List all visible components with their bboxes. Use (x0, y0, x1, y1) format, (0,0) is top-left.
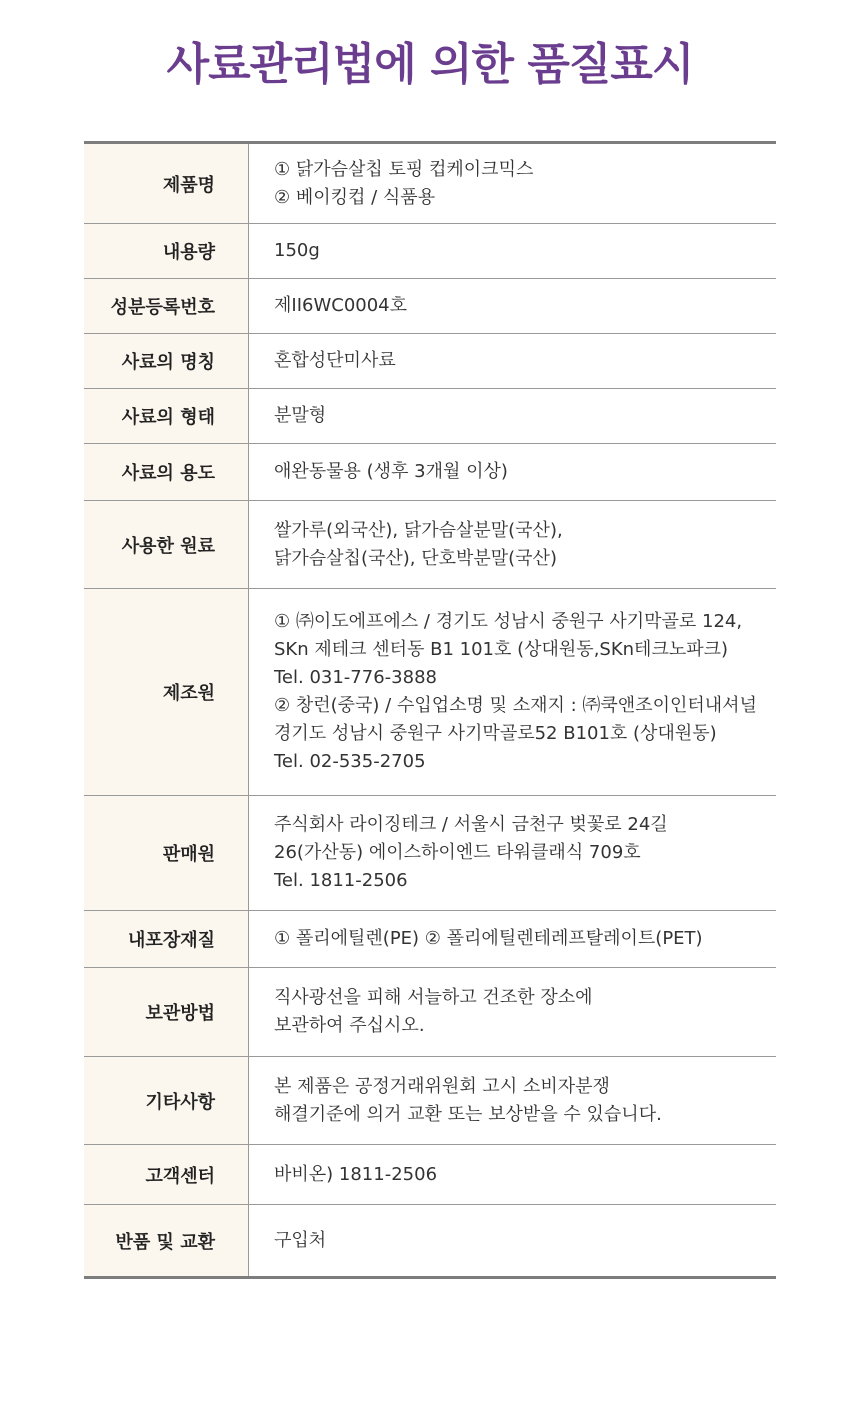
value-line: 분말형 (274, 405, 327, 426)
value-line: 주식회사 라이징테크 / 서울시 금천구 벚꽃로 24길 (274, 814, 668, 835)
value-line: ② 베이킹컵 / 식품용 (274, 186, 436, 208)
value-line: 직사광선을 피해 서늘하고 건조한 장소에 (274, 987, 593, 1008)
value-line: 혼합성단미사료 (274, 350, 396, 371)
row-value (249, 444, 776, 500)
table-row (84, 1205, 776, 1276)
row-value (249, 501, 776, 588)
row-value (249, 144, 776, 223)
value-line: Tel. 1811-2506 (274, 870, 408, 891)
value-line: 닭가슴살칩(국산), 단호박분말(국산) (274, 547, 557, 569)
table-row (84, 1057, 776, 1145)
row-value (249, 1145, 776, 1204)
table-row (84, 589, 776, 796)
value-line: 구입처 (274, 1229, 327, 1251)
row-value (249, 589, 776, 795)
row-value (249, 1205, 776, 1276)
value-line: 제II6WC0004호 (274, 295, 408, 316)
quality-info-table (84, 141, 776, 1279)
value-line: 애완동물용 (생후 3개월 이상) (274, 461, 508, 482)
row-label: 사료의 용도 (84, 444, 249, 500)
table-row (84, 334, 776, 389)
row-value (249, 1057, 776, 1144)
table-row (84, 444, 776, 501)
value-line: Tel. 02-535-2705 (274, 751, 426, 772)
row-value (249, 334, 776, 388)
row-label: 내포장재질 (84, 911, 249, 967)
value-line: ② 창런(중국) / 수입업소명 및 소재지 : ㈜쿡앤조이인터내셔널 (274, 695, 757, 716)
value-line: 경기도 성남시 중원구 사기막골로52 B101호 (상대원동) (274, 723, 717, 744)
table-row (84, 1145, 776, 1205)
row-label: 성분등록번호 (84, 279, 249, 333)
row-label: 사용한 원료 (84, 501, 249, 588)
row-label: 기타사항 (84, 1057, 249, 1144)
table-row (84, 279, 776, 334)
value-line: 해결기준에 의거 교환 또는 보상받을 수 있습니다. (274, 1103, 662, 1125)
value-line: ① 폴리에틸렌(PE) ② 폴리에틸렌테레프탈레이트(PET) (274, 928, 703, 949)
value-line: 150g (274, 240, 320, 261)
page-title: 사료관리법에 의한 품질표시 (166, 39, 694, 90)
value-line: ① ㈜이도에프에스 / 경기도 성남시 중원구 사기막골로 124, (274, 611, 743, 632)
row-value (249, 389, 776, 443)
row-value (249, 796, 776, 910)
row-label: 판매원 (84, 796, 249, 910)
value-line: 바비온) 1811-2506 (274, 1163, 438, 1185)
row-value (249, 279, 776, 333)
table-row (84, 389, 776, 444)
row-label: 고객센터 (84, 1145, 249, 1204)
value-line: 쌀가루(외국산), 닭가슴살분말(국산), (274, 519, 563, 541)
row-label: 제품명 (84, 144, 249, 223)
row-label: 내용량 (84, 224, 249, 278)
table-row (84, 796, 776, 911)
value-line: 본 제품은 공정거래위원회 고시 소비자분쟁 (274, 1075, 610, 1097)
value-line: 보관하여 주십시오. (274, 1015, 425, 1036)
value-line: SKn 제테크 센터동 B1 101호 (상대원동,SKn테크노파크) (274, 639, 729, 660)
row-value (249, 911, 776, 967)
table-row (84, 501, 776, 589)
value-line: 26(가산동) 에이스하이엔드 타워클래식 709호 (274, 842, 641, 863)
row-label: 사료의 형태 (84, 389, 249, 443)
table-row (84, 144, 776, 224)
row-label: 반품 및 교환 (84, 1205, 249, 1276)
row-value (249, 968, 776, 1056)
row-value (249, 224, 776, 278)
table-row (84, 224, 776, 279)
row-label: 보관방법 (84, 968, 249, 1056)
row-label: 사료의 명칭 (84, 334, 249, 388)
table-row (84, 911, 776, 968)
row-label: 제조원 (84, 589, 249, 795)
value-line: ① 닭가슴살칩 토핑 컵케이크믹스 (274, 158, 534, 180)
value-line: Tel. 031-776-3888 (274, 667, 437, 688)
table-row (84, 968, 776, 1057)
